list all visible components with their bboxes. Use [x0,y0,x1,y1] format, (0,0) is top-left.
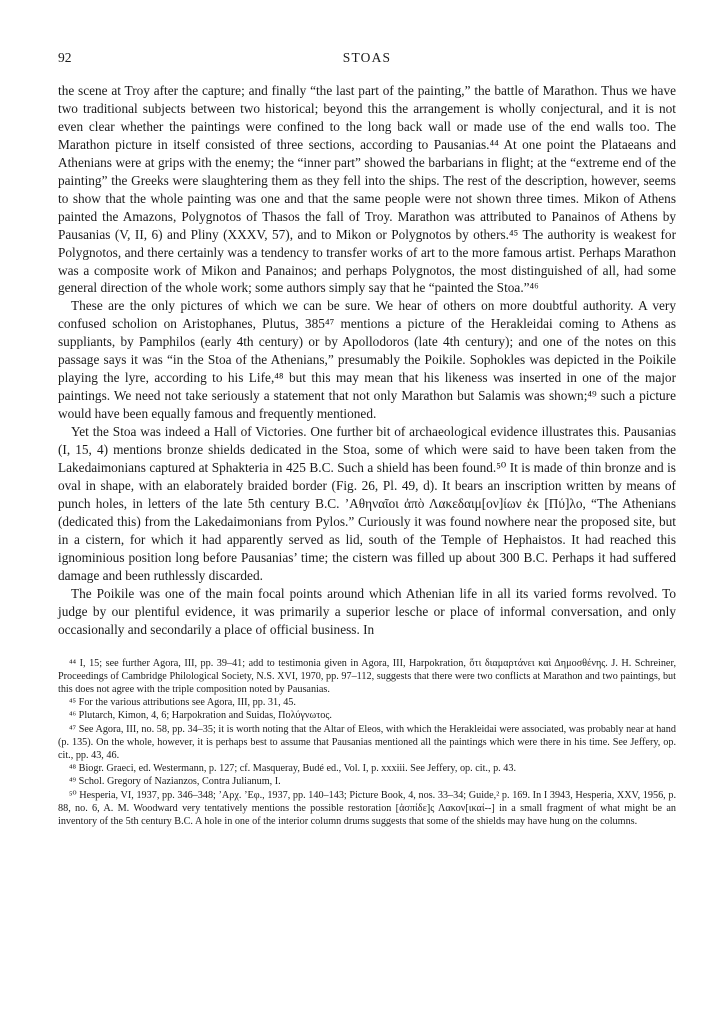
footnote: ⁵⁰ Hesperia, VI, 1937, pp. 346–348; ’Αρχ. ’Εφ., 1937, pp. 140–143; Picture Book, 4, nos. 33–34; Guide,² p. 169. In I 3943, Hesperia, XXV, 1956, p. 88, no. 6, A. M. Woodward very tentatively mentions the possible restoration [ἀσπίδε]ς Λακον[ικαί--] in a small fragment of what might be an inventory of the 5th century B.C. A hole in one of the interior column drums suggests that some of the shields may have hung on the columns. [58,789,676,827]
running-title: STOAS [342,50,392,65]
footnote: ⁴⁴ I, 15; see further Agora, III, pp. 39–41; add to testimonia given in Agora, III, Harpokration, ὅτι διαμαρτάνει καὶ Δημοσθένης. J. H. Schreiner, Proceedings of Cambridge Philological Society, N.S. XVI, 1970, pp. 97–112, suggests that there were two conflicts at Marathon and two paintings, but this does not agree with the triple composition noted by Pausanias. [58,657,676,695]
page-number: 92 [58,50,72,65]
footnote: ⁴⁶ Plutarch, Kimon, 4, 6; Harpokration and Suidas, Πολύγνωτος. [69,710,332,722]
page [58,50,676,828]
footnote: ⁴⁸ Biogr. Graeci, ed. Westermann, p. 127; cf. Masqueray, Budé ed., Vol. I, p. xxxiii. See Jeffery, op. cit., p. 43. [69,763,516,775]
footnotes [58,657,676,829]
running-head [58,50,676,70]
paragraph: the scene at Troy after the capture; and finally “the last part of the painting,” the battle of Marathon. Thus we have two traditional subjects between two historical; beyond this the arrangement is wholly conjectural, and it is not even clear whether the paintings were confined to the long back wall or made use of the end walls too. The Marathon picture in itself consisted of three sections, according to Pausanias.⁴⁴ At one point the Plataeans and Athenians were at grips with the enemy; the “inner part” showed the barbarians in flight; at the “extreme end of the painting” the Greeks were slaughtering them as they fell into the ships. The rest of the description, however, seems to show that the whole painting was one and that the same people were not shown three times. Mikon of Athens painted the Amazons, Polygnotos of Thasos the fall of Troy. Marathon was attributed to Panainos of Athens by Pausanias (V, II, 6) and Pliny (XXXV, 57), and to Mikon or Polygnotos by others.⁴⁵ The authority is weakest for Polygnotos, and there certainly was a tendency to transfer works of art to the more famous artist. Perhaps Marathon was a composite work of Mikon and Panainos; and perhaps Polygnotos, the most distinguished of all, had some general direction of the whole work; some authors simply say that he “painted the Stoa.”⁴⁶ [58,83,676,296]
paragraph: Yet the Stoa was indeed a Hall of Victories. One further bit of archaeological evidence illustrates this. Pausanias (I, 15, 4) mentions bronze shields dedicated in the Stoa, some of which were said to have been taken from the Lakedaimonians captured at Sphakteria in 425 B.C. Such a shield has been found.⁵⁰ It is made of thin bronze and is oval in shape, with an elaborately braided border (Fig. 26, Pl. 49, d). It bears an inscription written by means of punch holes, in letters of the late 5th century B.C. ’Αθηναῖοι ἀπὸ Λακεδαιμ[ον]ίων ἐκ [Πύ]λο, “The Athenians (dedicated this) from the Lakedaimonians from Pylos.” Curiously it was found nowhere near the proposed site, but in a cistern, for which it had apparently served as lid, south of the Temple of Hephaistos. It had reached this ignominious position long before Pausanias’ time; the cistern was filled up about 300 B.C. Perhaps it had suffered damage and been ruthlessly discarded. [58,424,676,583]
footnote: ⁴⁹ Schol. Gregory of Nazianzos, Contra Julianum, I. [69,776,281,788]
body-text [58,82,676,639]
paragraph: The Poikile was one of the main focal points around which Athenian life in all its varied forms revolved. To judge by our plentiful evidence, it was primarily a superior lesche or place of informal conversation, and only occasionally and secondarily a place of official business. In [58,585,676,637]
paragraph: These are the only pictures of which we can be sure. We hear of others on more doubtful authority. A very confused scholion on Aristophanes, Plutus, 385⁴⁷ mentions a picture of the Herakleidai coming to Athens as suppliants, by Pamphilos (early 4th century) or by Apollodoros (late 4th century); and one of the notes on this passage says it was “in the Stoa of the Athenians,” presumably the Poikile. Sophokles was depicted in the Poikile playing the lyre, according to his Life,⁴⁸ but this may mean that his likeness was inserted in one of the major paintings. We need not take seriously a statement that not only Marathon but Salamis was shown;⁴⁹ such a picture would have been equally famous and frequently mentioned. [58,298,676,422]
footnote: ⁴⁵ For the various attributions see Agora, III, pp. 31, 45. [69,697,296,709]
footnote: ⁴⁷ See Agora, III, no. 58, pp. 34–35; it is worth noting that the Altar of Eleos, with which the Herakleidai were associated, was probably near at hand (p. 135). On the whole, however, it is perhaps best to assume that Pausanias mentioned all the paintings which were there in his time. See Jeffery, op. cit., pp. 43, 46. [58,723,676,761]
